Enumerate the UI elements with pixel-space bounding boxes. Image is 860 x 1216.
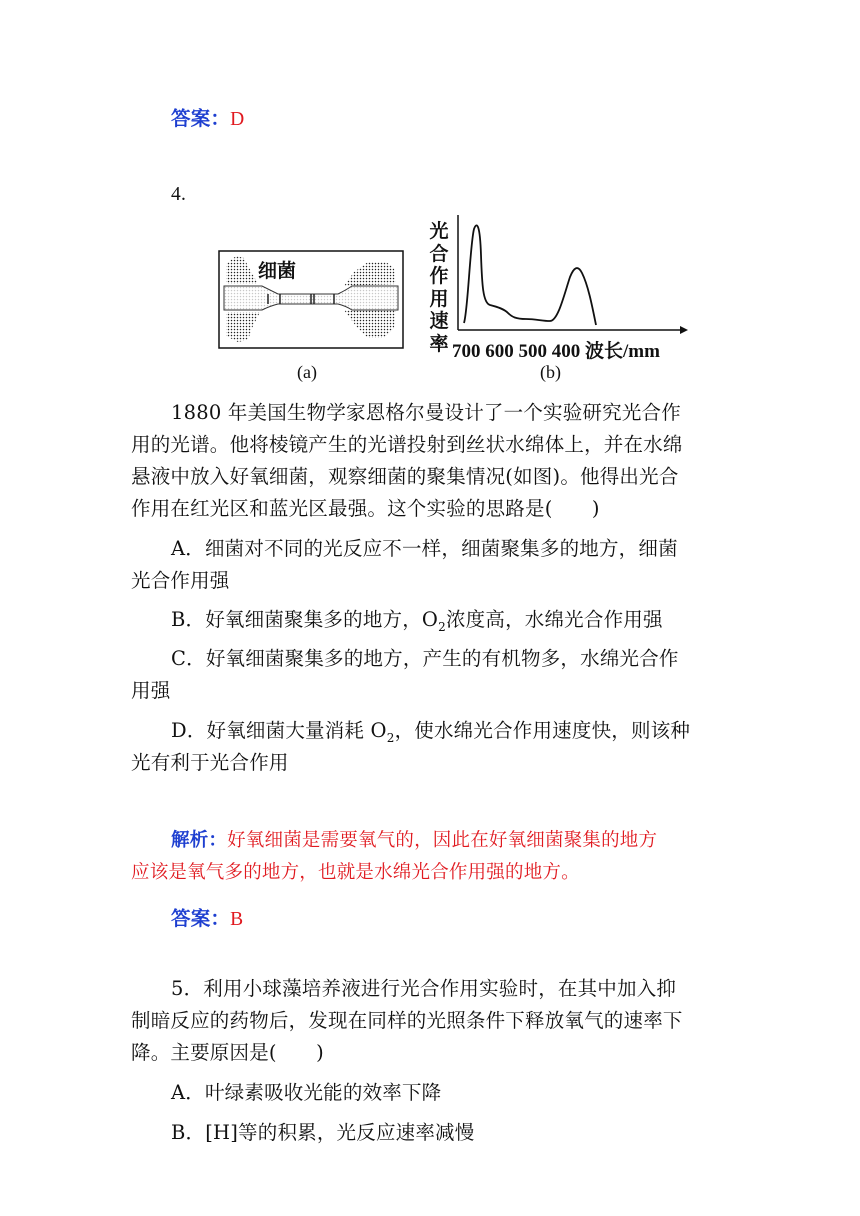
q4-stem-line: 作用在红光区和蓝光区最强。这个实验的思路是( ) — [131, 497, 600, 520]
q4-option-b — [171, 605, 663, 642]
q4-option-d-cont: 光有利于光合作用 — [131, 751, 289, 774]
q4-analysis-cont: 应该是氧气多的地方，也就是水绵光合作用强的地方。 — [131, 862, 580, 883]
analysis-text: 好氧细菌是需要氧气的，因此在好氧细菌聚集的地方 — [227, 830, 658, 851]
figure-b-x-axis — [452, 336, 660, 363]
y-label-char: 速 — [429, 310, 449, 332]
y-label-char: 率 — [429, 332, 449, 355]
figure-b-graph — [450, 215, 690, 335]
analysis-label: 解析： — [171, 830, 228, 851]
figure-b-curve — [450, 215, 690, 335]
figure-a-caption: (a) — [297, 362, 317, 382]
figure-a-diagram — [218, 250, 404, 349]
y-label-char: 用 — [429, 287, 449, 310]
q4-option-a: A．细菌对不同的光反应不一样，细菌聚集多的地方，细菌 — [171, 537, 678, 560]
q4-option-c-cont: 用强 — [131, 679, 171, 702]
x-tick: 700 — [452, 341, 481, 362]
question-4-number: 4. — [171, 184, 187, 205]
q5-option-a: A．叶绿素吸收光能的效率下降 — [171, 1081, 442, 1104]
q5-option-b: B．[H]等的积累，光反应速率减慢 — [171, 1121, 475, 1144]
q4-option-c: C．好氧细菌聚集多的地方，产生的有机物多，水绵光合作 — [171, 647, 679, 670]
q4-stem-line: 悬液中放入好氧细菌，观察细菌的聚集情况(如图)。他得出光合 — [131, 465, 679, 488]
y-label-char: 光 — [429, 220, 449, 242]
figure-b-caption: (b) — [540, 362, 561, 382]
answer-label: 答案： — [171, 907, 231, 930]
q5-stem-line: 制暗反应的药物后，发现在同样的光照条件下释放氧气的速率下 — [131, 1009, 683, 1032]
answer-previous — [171, 104, 244, 135]
x-tick: 600 — [485, 341, 514, 362]
x-axis-label: 波长/mm — [585, 341, 660, 362]
y-label-char: 作 — [429, 265, 449, 287]
q5-stem-line: 5．利用小球藻培养液进行光合作用实验时，在其中加入抑 — [171, 977, 677, 1000]
q4-option-b-text: B．好氧细菌聚集多的地方，O — [171, 608, 439, 631]
x-tick: 500 — [518, 341, 547, 362]
answer-value: B — [230, 909, 244, 930]
q4-answer — [171, 904, 243, 935]
subscript: 2 — [438, 619, 446, 634]
answer-value: D — [230, 109, 245, 130]
q5-stem-line: 降。主要原因是( ) — [131, 1041, 324, 1064]
figure-b-y-axis-label — [428, 220, 450, 355]
q4-analysis — [171, 826, 657, 856]
q4-option-d-text: D．好氧细菌大量消耗 O — [171, 719, 387, 742]
q4-option-b-text: 浓度高，水绵光合作用强 — [445, 608, 663, 631]
subscript: 2 — [386, 730, 395, 745]
y-label-char: 合 — [429, 242, 449, 265]
q4-stem-line: 用的光谱。他将棱镜产生的光谱投射到丝状水绵体上，并在水绵 — [131, 433, 683, 456]
answer-label: 答案： — [171, 107, 231, 130]
figure-a-label: 细菌 — [258, 260, 297, 282]
q4-option-d-text: ，使水绵光合作用速度快，则该种 — [394, 719, 691, 742]
figure-a — [218, 250, 404, 349]
q4-option-a-cont: 光合作用强 — [131, 569, 230, 592]
x-tick: 400 — [551, 341, 581, 362]
q4-stem-line: 1880 年美国生物学家恩格尔曼设计了一个实验研究光合作 — [171, 401, 681, 424]
